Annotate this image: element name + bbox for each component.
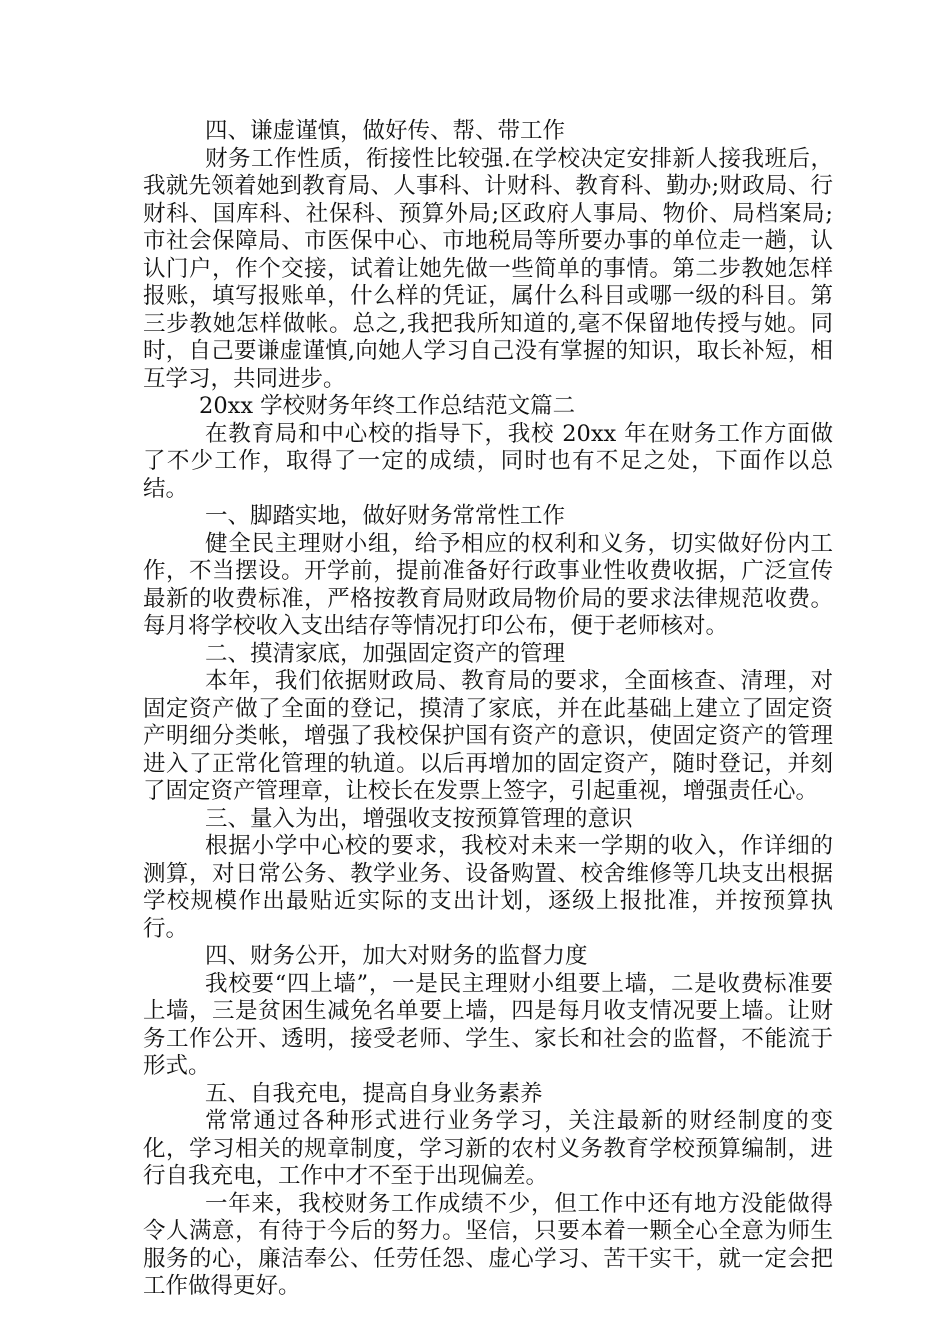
section-heading-transparency: 四、财务公开，加大对财务的监督力度 <box>205 943 588 969</box>
section-heading-self-improvement: 五、自我充电，提高自身业务素养 <box>205 1080 543 1107</box>
section-heading-fixed-assets: 二、摸清家底，加强固定资产的管理 <box>205 640 566 667</box>
paragraph-budget: 根据小学中心校的要求，我校对未来一学期的收入，作详细的测算，对日常公务、教学业务、设备购置、校舍维修等几块支出根据学校规模作出最贴近实际的支出计划，逐级上报批准，并按预算执行。 <box>143 833 833 942</box>
article-subtitle: 20xx 学校财务年终工作总结范文篇二 <box>199 393 576 419</box>
section-heading-budget: 三、量入为出，增强收支按预算管理的意识 <box>205 805 633 832</box>
paragraph-self-improvement: 常常通过各种形式进行业务学习，关注最新的财经制度的变化，学习相关的规章制度，学习新的农村义务教育学校预算编制，进行自我充电，工作中才不至于出现偏差。 <box>143 1108 833 1189</box>
document-body <box>143 118 833 1301</box>
paragraph-transparency: 我校要“四上墙”，一是民主理财小组要上墙，二是收费标准要上墙，三是贫困生减免名单要上墙，四是每月收支情况要上墙。让财务工作公开、透明，接受老师、学生、家长和社会的监督，不能流于形式。 <box>143 970 833 1079</box>
paragraph-fixed-assets: 本年，我们依据财政局、教育局的要求，全面核查、清理，对固定资产做了全面的登记，摸清了家底，并在此基础上建立了固定资产明细分类帐，增强了我校保护国有资产的意识，使固定资产的管理进入了正常化管理的轨道。以后再增加的固定资产，随时登记，并刻了固定资产管理章，让校长在发票上签字，引起重视，增强责任心。 <box>143 668 833 804</box>
section-heading-routine-work: 一、脚踏实地，做好财务常常性工作 <box>205 503 566 529</box>
paragraph-conclusion: 一年来，我校财务工作成绩不少，但工作中还有地方没能做得令人满意，有待于今后的努力。坚信，只要本着一颗全心全意为师生服务的心，廉洁奉公、任劳任怨、虚心学习、苦干实干，就一定会把工作做得更好。 <box>143 1190 833 1299</box>
section-heading-humility: 四、谦虚谨慎，做好传、帮、带工作 <box>205 118 566 144</box>
paragraph-handover: 财务工作性质，衔接性比较强.在学校决定安排新人接我班后，我就先领着她到教育局、人事科、计财科、教育科、勤办;财政局、行财科、国库科、社保科、预算外局;区政府人事局、物价、局档案局;市社会保障局、市医保中心、市地税局等所要办事的单位走一趟，认认门户，作个交接，试着让她先做一些简单的事情。第二步教她怎样报账，填写报账单，什么样的凭证，属什么科目或哪一级的科目。第三步教她怎样做帐。总之,我把我所知道的,毫不保留地传授与她。同时，自己要谦虚谨慎,向她人学习自己没有掌握的知识，取长补短，相互学习，共同进步。 <box>143 145 833 392</box>
paragraph-routine-work: 健全民主理财小组，给予相应的权利和义务，切实做好份内工作，不当摆设。开学前，提前准备好行政事业性收费收据，广泛宣传最新的收费标准，严格按教育局财政局物价局的要求法律规范收费。每月将学校收入支出结存等情况打印公布，便于老师核对。 <box>143 530 833 639</box>
paragraph-intro: 在教育局和中心校的指导下，我校 20xx 年在财务工作方面做了不少工作，取得了一定的成绩，同时也有不足之处，下面作以总结。 <box>143 420 833 502</box>
